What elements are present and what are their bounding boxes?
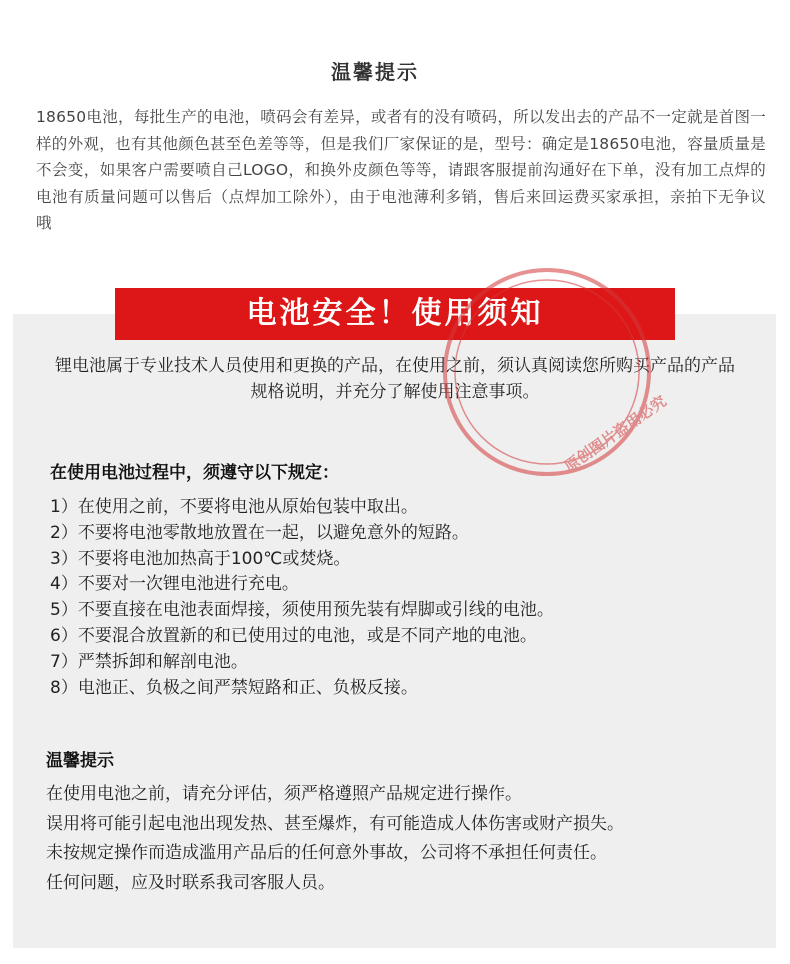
rule-item: 2）不要将电池零散地放置在一起，以避免意外的短路。 [50, 522, 469, 543]
rule-item: 5）不要直接在电池表面焊接，须使用预先装有焊脚或引线的电池。 [50, 600, 554, 621]
stamp-inner-text: 原创图片盗用必究 [561, 392, 670, 476]
rule-item: 8）电池正、负极之间严禁短路和正、负极反接。 [50, 677, 418, 698]
tips-title: 温馨提示 [46, 751, 114, 771]
rules-list [50, 495, 554, 701]
top-paragraph: 18650电池，每批生产的电池，喷码会有差异，或者有的没有喷码，所以发出去的产品不一定就是首图一样的外观，也有其他颜色甚至色差等等，但是我们厂家保证的是，型号：确定是18650电池，容量质量是不会变，如果客户需要喷自己LOGO，和换外皮颜色等等，请跟客服提前沟通好在下单，没有加工点焊的电池有质量问题可以售后（点焊加工除外），由于电池薄利多销，售后来回运费买家承担，亲拍下无争议哦 [36, 108, 766, 232]
tip-line: 在使用电池之前，请充分评估，须严格遵照产品规定进行操作。 [46, 784, 522, 804]
tip-line: 任何问题，应及时联系我司客服人员。 [46, 873, 335, 894]
rule-item: 3）不要将电池加热高于100℃或焚烧。 [50, 548, 351, 569]
rule-item: 6）不要混合放置新的和已使用过的电池，或是不同产地的电池。 [50, 625, 537, 646]
intro-text: 锂电池属于专业技术人员使用和更换的产品，在使用之前，须认真阅读您所购买产品的产品规格说明，并充分了解使用注意事项。 [55, 356, 735, 402]
rule-item: 7）严禁拆卸和解剖电池。 [50, 651, 248, 672]
tips-list [46, 780, 624, 899]
top-title: 温馨提示 [331, 60, 419, 84]
rule-item: 1）在使用之前，不要将电池从原始包装中取出。 [50, 497, 418, 517]
tip-line: 未按规定操作而造成滥用产品后的任何意外事故，公司将不承担任何责任。 [46, 843, 607, 864]
rules-title: 在使用电池过程中，须遵守以下规定： [50, 463, 339, 483]
safety-banner: 电池安全！使用须知 [115, 288, 675, 340]
tip-line: 误用将可能引起电池出现发热、甚至爆炸，有可能造成人体伤害或财产损失。 [46, 813, 624, 834]
rule-item: 4）不要对一次锂电池进行充电。 [50, 574, 299, 595]
